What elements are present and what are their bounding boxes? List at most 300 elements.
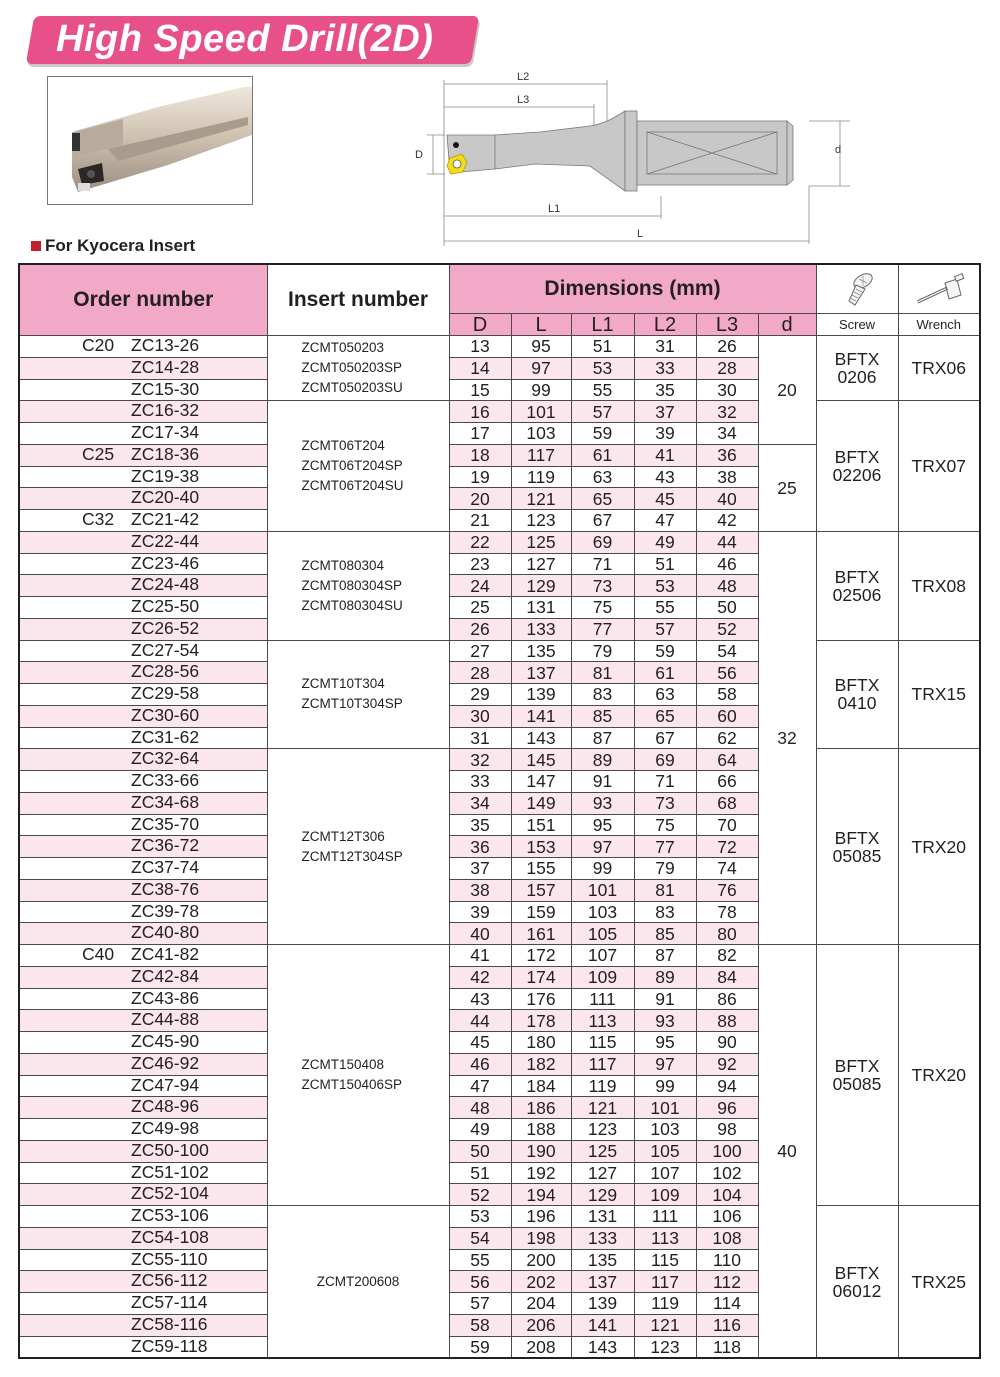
dim-L2-cell: 63: [634, 684, 696, 706]
label-L1: L1: [548, 203, 561, 215]
subheader-L2: L2: [634, 314, 696, 336]
dim-L1-cell: 73: [571, 575, 634, 597]
dim-L1-cell: 77: [571, 618, 634, 640]
insert-number-cell: [267, 531, 449, 640]
dim-L2-cell: 103: [634, 1119, 696, 1141]
dim-D-cell: 22: [449, 531, 511, 553]
dim-L3-cell: 46: [696, 553, 758, 575]
dim-L-cell: 174: [511, 966, 571, 988]
dim-L1-cell: 131: [571, 1206, 634, 1228]
order-number-cell: [19, 597, 267, 619]
dim-L-cell: 97: [511, 357, 571, 379]
screw-code: 05085: [832, 1074, 882, 1094]
dim-L-cell: 178: [511, 1010, 571, 1032]
dim-D-cell: 15: [449, 379, 511, 401]
drill-photo-icon: [48, 77, 252, 204]
insert-number: ZCMT06T204: [301, 438, 385, 453]
order-code: ZC24-48: [131, 574, 200, 595]
dim-D-cell: 41: [449, 945, 511, 967]
wrench-cell: TRX07: [898, 401, 980, 532]
dim-D-cell: 34: [449, 792, 511, 814]
dim-L2-cell: 35: [634, 379, 696, 401]
dim-L3-cell: 38: [696, 466, 758, 488]
dim-D-cell: 57: [449, 1293, 511, 1315]
dim-L1-cell: 109: [571, 966, 634, 988]
order-code: ZC30-60: [131, 704, 200, 725]
screw-code: BFTX: [834, 1056, 880, 1076]
screw-code: 06012: [832, 1280, 882, 1301]
dim-L3-cell: 26: [696, 336, 758, 358]
order-number-cell: [19, 836, 267, 858]
label-L3: L3: [517, 94, 530, 106]
dim-L-cell: 202: [511, 1271, 571, 1293]
order-number-cell: [19, 1206, 267, 1228]
insert-number: ZCMT12T306: [301, 828, 385, 844]
order-code: ZC32-64: [131, 748, 200, 769]
page-title: High Speed Drill(2D): [56, 18, 434, 60]
dim-L-cell: 157: [511, 879, 571, 901]
order-number-cell: [19, 1119, 267, 1141]
dim-L2-cell: 123: [634, 1336, 696, 1358]
dim-L2-cell: 31: [634, 336, 696, 358]
screw-cell: [816, 1206, 898, 1359]
dim-L1-cell: 139: [571, 1293, 634, 1315]
order-code: ZC52-104: [131, 1183, 209, 1204]
label-D: D: [415, 149, 423, 161]
dim-L3-cell: 50: [696, 597, 758, 619]
order-code: ZC50-100: [131, 1139, 209, 1160]
order-number-cell: [19, 662, 267, 684]
dim-L-cell: 182: [511, 1053, 571, 1075]
insert-number: ZCMT06T204SU: [301, 478, 404, 493]
dim-L-cell: 95: [511, 336, 571, 358]
dim-D-cell: 53: [449, 1206, 511, 1228]
order-code: ZC59-118: [131, 1335, 208, 1356]
dim-L-cell: 176: [511, 988, 571, 1010]
screw-code: BFTX: [834, 447, 880, 467]
dim-L1-cell: 79: [571, 640, 634, 662]
dim-L-cell: 161: [511, 923, 571, 945]
insert-number: ZCMT150406SP: [301, 1077, 403, 1092]
screw-cell: [816, 749, 898, 945]
order-code: ZC35-70: [131, 813, 200, 834]
order-number-cell: [19, 988, 267, 1010]
order-code: ZC23-46: [131, 552, 200, 573]
insert-number-cell: [267, 640, 449, 749]
order-code: ZC58-116: [131, 1313, 208, 1334]
dim-L-cell: 131: [511, 597, 571, 619]
dim-L2-cell: 69: [634, 749, 696, 771]
order-code: ZC17-34: [131, 422, 200, 442]
dim-L3-cell: 110: [696, 1249, 758, 1271]
dim-L3-cell: 88: [696, 1010, 758, 1032]
dim-L-cell: 155: [511, 858, 571, 880]
order-number-cell: [19, 488, 267, 510]
order-code: ZC28-56: [131, 661, 200, 682]
wrench-cell: TRX20: [898, 945, 980, 1206]
order-code: ZC57-114: [131, 1292, 208, 1312]
order-code: ZC53-106: [131, 1205, 209, 1225]
screw-code: BFTX: [834, 349, 880, 370]
order-code: ZC36-72: [131, 835, 200, 856]
dim-L2-cell: 91: [634, 988, 696, 1010]
dim-L-cell: 127: [511, 553, 571, 575]
dim-L3-cell: 84: [696, 966, 758, 988]
dim-L3-cell: 72: [696, 836, 758, 858]
dim-L2-cell: 55: [634, 597, 696, 619]
order-code: ZC54-108: [131, 1226, 209, 1247]
order-code: ZC29-58: [131, 683, 200, 703]
dim-D-cell: 13: [449, 336, 511, 358]
dim-D-cell: 31: [449, 727, 511, 749]
dim-D-cell: 25: [449, 597, 511, 619]
dim-D-cell: 18: [449, 444, 511, 466]
order-code: ZC19-38: [131, 465, 200, 486]
dim-L3-cell: 28: [696, 357, 758, 379]
dim-L3-cell: 44: [696, 531, 758, 553]
dim-L3-cell: 108: [696, 1227, 758, 1249]
dim-L2-cell: 77: [634, 836, 696, 858]
insert-number-cell: [267, 401, 449, 532]
dim-L1-cell: 61: [571, 444, 634, 466]
order-code: ZC15-30: [131, 378, 200, 399]
dim-L-cell: 153: [511, 836, 571, 858]
dim-L1-cell: 87: [571, 727, 634, 749]
order-number-cell: [19, 336, 267, 358]
dim-L2-cell: 85: [634, 923, 696, 945]
spec-table: [18, 263, 981, 1359]
order-code: ZC40-80: [131, 922, 200, 943]
dim-L2-cell: 121: [634, 1314, 696, 1336]
dim-D-cell: 45: [449, 1032, 511, 1054]
insert-number: ZCMT080304SP: [301, 577, 403, 593]
order-number-cell: [19, 1140, 267, 1162]
insert-number: ZCMT080304SU: [301, 597, 403, 613]
order-code: ZC45-90: [131, 1031, 200, 1051]
dim-L-cell: 135: [511, 640, 571, 662]
dim-L1-cell: 125: [571, 1140, 634, 1162]
dim-L3-cell: 68: [696, 792, 758, 814]
dim-L-cell: 137: [511, 662, 571, 684]
order-code: ZC46-92: [131, 1052, 200, 1073]
screw-code: BFTX: [834, 827, 880, 848]
dim-L2-cell: 61: [634, 662, 696, 684]
dim-L1-cell: 65: [571, 488, 634, 510]
subheader-D: D: [449, 314, 511, 336]
dim-L1-cell: 119: [571, 1075, 634, 1097]
header-screw-icon-cell: [816, 264, 898, 314]
dim-L1-cell: 117: [571, 1053, 634, 1075]
dim-L1-cell: 141: [571, 1314, 634, 1336]
dim-L2-cell: 41: [634, 444, 696, 466]
dim-L3-cell: 32: [696, 401, 758, 423]
dim-D-cell: 19: [449, 466, 511, 488]
dim-L3-cell: 118: [696, 1336, 758, 1358]
insert-number: ZCMT080304: [301, 557, 385, 573]
dim-L3-cell: 30: [696, 379, 758, 401]
dim-D-cell: 44: [449, 1010, 511, 1032]
dim-L2-cell: 67: [634, 727, 696, 749]
order-code: ZC27-54: [131, 639, 200, 660]
dim-L1-cell: 103: [571, 901, 634, 923]
order-code: ZC48-96: [131, 1096, 200, 1117]
dim-D-cell: 30: [449, 705, 511, 727]
dim-L1-cell: 57: [571, 401, 634, 423]
insert-number: ZCMT150408: [301, 1057, 385, 1072]
order-number-cell: [19, 379, 267, 401]
dim-L2-cell: 59: [634, 640, 696, 662]
wrench-icon: [909, 269, 969, 309]
order-code: ZC22-44: [131, 530, 200, 551]
order-number-cell: [19, 1227, 267, 1249]
order-code: ZC44-88: [131, 1009, 200, 1030]
dim-L3-cell: 48: [696, 575, 758, 597]
dim-D-cell: 32: [449, 749, 511, 771]
dim-D-cell: 59: [449, 1336, 511, 1358]
order-number-cell: [19, 705, 267, 727]
dim-L-cell: 204: [511, 1293, 571, 1315]
order-number-cell: [19, 357, 267, 379]
dim-D-cell: 40: [449, 923, 511, 945]
order-number-cell: [19, 1053, 267, 1075]
dim-L2-cell: 81: [634, 879, 696, 901]
dim-L-cell: 103: [511, 423, 571, 445]
order-code: ZC33-66: [131, 770, 200, 790]
insert-number: ZCMT06T204SP: [301, 458, 403, 473]
dim-L-cell: 190: [511, 1140, 571, 1162]
order-code: ZC41-82: [131, 944, 200, 964]
order-number-cell: [19, 531, 267, 553]
shank-diameter-cell: 40: [758, 945, 816, 1359]
dim-L1-cell: 67: [571, 510, 634, 532]
dim-L3-cell: 76: [696, 879, 758, 901]
dim-L2-cell: 109: [634, 1184, 696, 1206]
order-code: ZC42-84: [131, 965, 200, 986]
table-row: [19, 401, 980, 423]
order-number-cell: [19, 466, 267, 488]
dim-L3-cell: 94: [696, 1075, 758, 1097]
header-insert-number: Insert number: [267, 264, 449, 336]
order-code: ZC56-112: [131, 1270, 208, 1291]
header-wrench-icon-cell: [898, 264, 980, 314]
dim-L3-cell: 70: [696, 814, 758, 836]
dim-L1-cell: 129: [571, 1184, 634, 1206]
drill-schematic-icon: [405, 66, 865, 248]
order-code: ZC14-28: [131, 356, 200, 377]
dim-L2-cell: 73: [634, 792, 696, 814]
order-number-cell: [19, 1314, 267, 1336]
dim-L1-cell: 127: [571, 1162, 634, 1184]
wrench-cell: TRX20: [898, 749, 980, 945]
dim-L1-cell: 89: [571, 749, 634, 771]
insert-number-cell: [267, 1206, 449, 1359]
dim-L-cell: 151: [511, 814, 571, 836]
table-row: [19, 640, 980, 662]
bullet-square-icon: [31, 241, 41, 251]
dim-L-cell: 206: [511, 1314, 571, 1336]
order-number-cell: [19, 858, 267, 880]
dim-L3-cell: 40: [696, 488, 758, 510]
dim-L2-cell: 65: [634, 705, 696, 727]
dim-L1-cell: 69: [571, 531, 634, 553]
shank-group-label: C25: [82, 443, 115, 464]
dim-L3-cell: 80: [696, 923, 758, 945]
order-number-cell: [19, 923, 267, 945]
table-row: [19, 1206, 980, 1228]
order-code: ZC34-68: [131, 791, 200, 812]
dim-L2-cell: 75: [634, 814, 696, 836]
dim-L1-cell: 55: [571, 379, 634, 401]
dim-L1-cell: 71: [571, 553, 634, 575]
dim-L1-cell: 91: [571, 771, 634, 793]
order-number-cell: [19, 901, 267, 923]
dim-L3-cell: 102: [696, 1162, 758, 1184]
dim-L3-cell: 52: [696, 618, 758, 640]
order-code: ZC37-74: [131, 857, 200, 877]
dim-L2-cell: 111: [634, 1206, 696, 1228]
dim-L-cell: 141: [511, 705, 571, 727]
dim-L-cell: 188: [511, 1119, 571, 1141]
order-number-cell: [19, 1162, 267, 1184]
dim-L1-cell: 63: [571, 466, 634, 488]
dim-L2-cell: 57: [634, 618, 696, 640]
subheader-d: d: [758, 314, 816, 336]
order-number-cell: [19, 510, 267, 532]
dim-D-cell: 54: [449, 1227, 511, 1249]
insert-number: ZCMT050203SU: [301, 380, 403, 396]
order-number-cell: [19, 1249, 267, 1271]
insert-number-cell: [267, 749, 449, 945]
dim-D-cell: 24: [449, 575, 511, 597]
order-number-cell: [19, 1184, 267, 1206]
dim-L2-cell: 39: [634, 423, 696, 445]
table-row: [19, 945, 980, 967]
dim-L2-cell: 33: [634, 357, 696, 379]
screw-icon: [837, 269, 877, 309]
dim-L3-cell: 66: [696, 771, 758, 793]
dim-L2-cell: 113: [634, 1227, 696, 1249]
dim-L1-cell: 123: [571, 1119, 634, 1141]
dim-L-cell: 139: [511, 684, 571, 706]
dim-L2-cell: 43: [634, 466, 696, 488]
wrench-cell: TRX25: [898, 1206, 980, 1359]
dim-L3-cell: 36: [696, 444, 758, 466]
dim-L3-cell: 96: [696, 1097, 758, 1119]
dim-L3-cell: 56: [696, 662, 758, 684]
order-code: ZC16-32: [131, 400, 200, 421]
dim-D-cell: 28: [449, 662, 511, 684]
dim-D-cell: 51: [449, 1162, 511, 1184]
dim-L-cell: 147: [511, 771, 571, 793]
dim-L3-cell: 92: [696, 1053, 758, 1075]
dim-L-cell: 172: [511, 945, 571, 967]
dim-L2-cell: 117: [634, 1271, 696, 1293]
order-code: ZC13-26: [131, 335, 200, 355]
order-code: ZC43-86: [131, 987, 200, 1008]
order-number-cell: [19, 640, 267, 662]
dim-L2-cell: 87: [634, 945, 696, 967]
dim-L3-cell: 62: [696, 727, 758, 749]
dim-L2-cell: 99: [634, 1075, 696, 1097]
dim-D-cell: 35: [449, 814, 511, 836]
dim-L1-cell: 93: [571, 792, 634, 814]
order-number-cell: [19, 814, 267, 836]
insert-number: ZCMT200608: [316, 1273, 400, 1289]
order-number-cell: [19, 1010, 267, 1032]
dim-L1-cell: 105: [571, 923, 634, 945]
order-number-cell: [19, 1293, 267, 1315]
order-number-cell: [19, 771, 267, 793]
subheader-wrench: Wrench: [898, 314, 980, 336]
screw-code: 0206: [837, 367, 877, 388]
dim-L3-cell: 34: [696, 423, 758, 445]
dim-L-cell: 125: [511, 531, 571, 553]
screw-cell: [816, 531, 898, 640]
dim-L-cell: 117: [511, 444, 571, 466]
dim-D-cell: 37: [449, 858, 511, 880]
table-row: [19, 749, 980, 771]
insert-number: ZCMT050203: [301, 340, 385, 356]
screw-code: BFTX: [834, 1262, 880, 1283]
subheader-L3: L3: [696, 314, 758, 336]
order-number-cell: [19, 1271, 267, 1293]
dim-L1-cell: 107: [571, 945, 634, 967]
dim-L3-cell: 86: [696, 988, 758, 1010]
shank-group-label: C20: [82, 335, 115, 355]
dim-L2-cell: 37: [634, 401, 696, 423]
screw-code: 05085: [832, 845, 882, 866]
insert-number-cell: [267, 336, 449, 401]
dim-L1-cell: 97: [571, 836, 634, 858]
dim-L-cell: 208: [511, 1336, 571, 1358]
screw-cell: [816, 640, 898, 749]
section-label-text: For Kyocera Insert: [45, 236, 196, 255]
dim-L-cell: 186: [511, 1097, 571, 1119]
dim-D-cell: 17: [449, 423, 511, 445]
dim-L-cell: 145: [511, 749, 571, 771]
screw-cell: [816, 401, 898, 532]
dim-L-cell: 149: [511, 792, 571, 814]
shank-group-label: C40: [82, 944, 115, 964]
order-number-cell: [19, 575, 267, 597]
order-code: ZC49-98: [131, 1118, 200, 1138]
dim-L3-cell: 112: [696, 1271, 758, 1293]
dim-L2-cell: 93: [634, 1010, 696, 1032]
dim-L-cell: 184: [511, 1075, 571, 1097]
order-code: ZC55-110: [131, 1248, 208, 1269]
order-number-cell: [19, 553, 267, 575]
dim-L3-cell: 106: [696, 1206, 758, 1228]
dim-D-cell: 29: [449, 684, 511, 706]
screw-code: 02206: [832, 465, 882, 485]
order-code: ZC25-50: [131, 596, 200, 616]
dim-L2-cell: 101: [634, 1097, 696, 1119]
shank-diameter-cell: 32: [758, 531, 816, 944]
product-photo: [47, 76, 253, 205]
dim-L-cell: 180: [511, 1032, 571, 1054]
dim-L3-cell: 90: [696, 1032, 758, 1054]
order-code: ZC47-94: [131, 1074, 200, 1095]
dim-D-cell: 42: [449, 966, 511, 988]
title-banner: [30, 16, 475, 64]
order-code: ZC51-102: [131, 1161, 209, 1182]
wrench-cell: TRX15: [898, 640, 980, 749]
dim-L-cell: 198: [511, 1227, 571, 1249]
screw-code: 02506: [832, 584, 882, 605]
order-number-cell: [19, 423, 267, 445]
dim-L-cell: 123: [511, 510, 571, 532]
dim-L-cell: 133: [511, 618, 571, 640]
